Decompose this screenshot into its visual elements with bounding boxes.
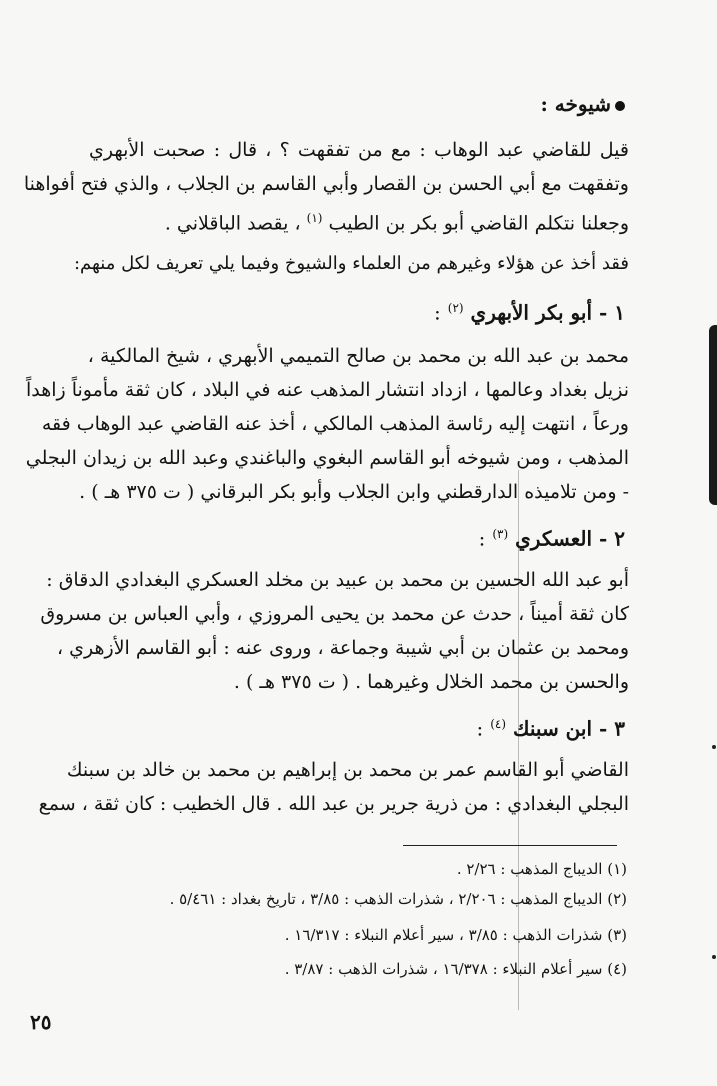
entry-2-line: ومحمد بن عثمان بن أبي شيبة وجماعة ، وروى عنه : أبو القاسم الأزهري ، xyxy=(56,637,629,659)
entry-2-line: والحسن بن محمد الخلال وغيرهما . ( ت ٣٧٥ هـ ) . xyxy=(233,671,629,693)
footnote: (٣) شذرات الذهب : ٣/٨٥ ، سير أعلام النبلاء : ١٦/٣١٧ . xyxy=(284,926,627,944)
lead-line: فقد أخذ عن هؤلاء وغيرهم من العلماء والشيوخ وفيما يلي تعريف لكل منهم: xyxy=(73,253,629,274)
footnote: (١) الديباج المذهب : ٢/٢٦ . xyxy=(456,860,627,878)
scan-speck xyxy=(712,745,716,749)
page-number: ٢٥ xyxy=(30,1010,52,1034)
binding-shadow xyxy=(709,325,717,505)
intro-line-1: قيل للقاضي عبد الوهاب : مع من تفقهت ؟ ، قال : صحبت الأبهري xyxy=(89,139,629,161)
entry-2-line: كان ثقة أميناً ، حدث عن محمد بن يحيى المروزي ، وأبي العباس بن مسروق xyxy=(40,603,629,625)
entry-1-heading: ١ - أبو بكر الأبهري $^{(٢)}$ : xyxy=(434,300,625,325)
footnote: (٢) الديباج المذهب : ٢/٢٠٦ ، شذرات الذهب : ٣/٨٥ ، تاريخ بغداد : ٥/٤٦١ . xyxy=(169,890,627,908)
entry-1-line: محمد بن عبد الله بن محمد بن صالح التميمي الأبهري ، شيخ المالكية ، xyxy=(87,345,629,367)
section-heading: شيوخه : xyxy=(540,88,625,120)
entry-3-line: البجلي البغدادي : من ذرية جرير بن عبد الله . قال الخطيب : كان ثقة ، سمع xyxy=(38,793,629,815)
entry-3-line: القاضي أبو القاسم عمر بن محمد بن إبراهيم بن محمد بن خالد بن سبنك xyxy=(66,759,629,781)
footnote-separator xyxy=(403,845,617,846)
entry-1-line: المذهب ، ومن شيوخه أبو القاسم البغوي والباغندي وعبد الله بن زيدان البجلي xyxy=(25,447,629,469)
scan-speck xyxy=(712,955,716,959)
entry-3-heading: ٣ - ابن سبنك $^{(٤)}$ : xyxy=(476,716,625,741)
intro-line-2: وتفقهت مع أبي الحسن بن القصار وأبي القاسم بن الجلاب ، والذي فتح أفواهنا xyxy=(23,173,629,195)
entry-2-heading: ٢ - العسكري $^{(٣)}$ : xyxy=(478,526,625,551)
intro-line-3: وجعلنا نتكلم القاضي أبو بكر بن الطيب $^{(١)}$ ، يقصد الباقلاني . xyxy=(164,211,629,235)
bullet-icon xyxy=(615,101,625,111)
footnote-ref: (١) xyxy=(306,211,323,225)
footnote: (٤) سير أعلام النبلاء : ١٦/٣٧٨ ، شذرات الذهب : ٣/٨٧ . xyxy=(284,960,627,978)
entry-1-line: نزيل بغداد وعالمها ، ازداد انتشار المذهب عنه في البلاد ، كان ثقة مأموناً زاهداً xyxy=(25,379,629,401)
entry-2-line: أبو عبد الله الحسين بن محمد بن عبيد بن مخلد العسكري البغدادي الدقاق : xyxy=(46,569,629,591)
entry-1-line: - ومن تلاميذه الدارقطني وابن الجلاب وأبو بكر البرقاني ( ت ٣٧٥ هـ ) . xyxy=(79,481,629,503)
entry-1-line: ورعاً ، انتهت إليه رئاسة المذهب المالكي ، أخذ عنه القاضي عبد الوهاب فقه xyxy=(41,413,629,435)
